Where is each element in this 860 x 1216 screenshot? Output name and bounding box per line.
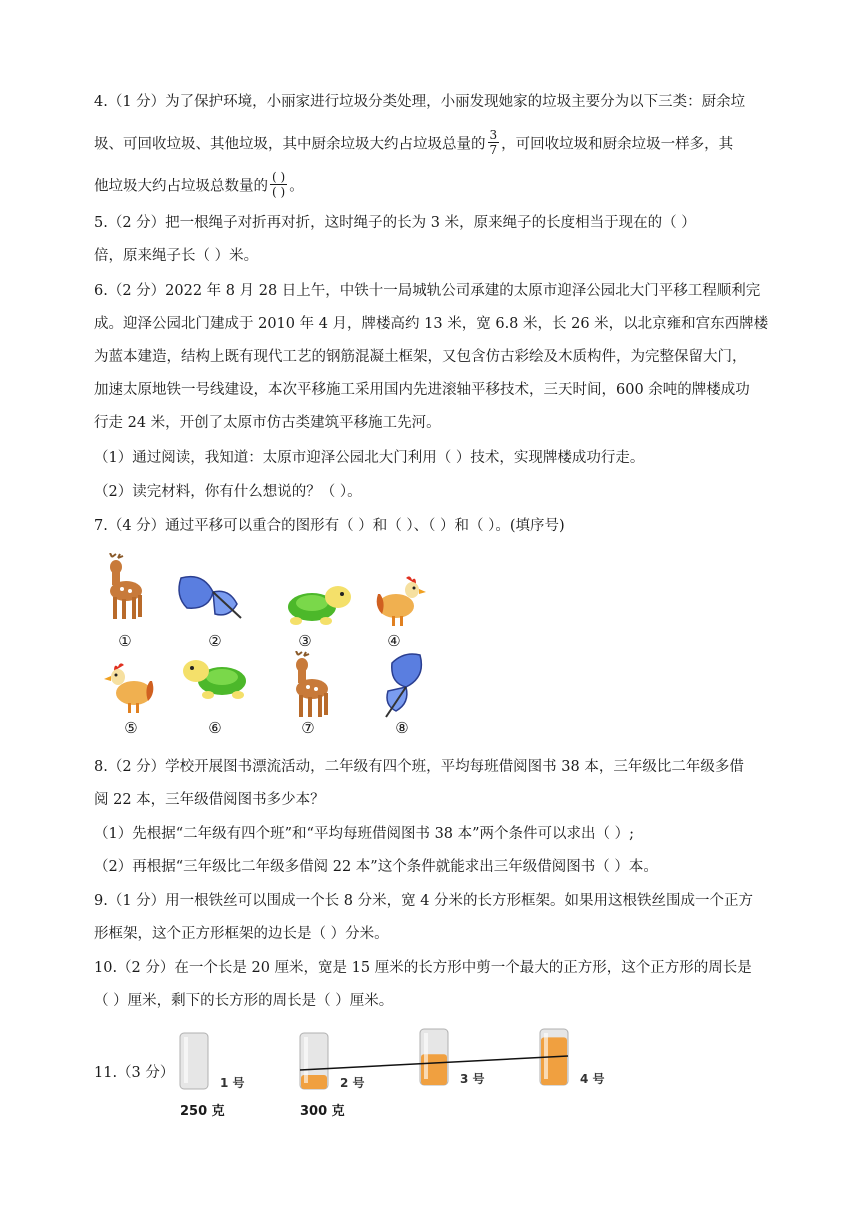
rooster-icon [372, 574, 428, 630]
q6-line4: 加速太原地铁一号线建设，本次平移施工采用国内先进滚轴平移技术，三天时间，600 余吨的牌楼成功 [94, 382, 750, 398]
q8-sub2: （2）再根据“三年级比二年级多借阅 22 本”这个条件就能求出三年级借阅图书（ ）本。 [94, 859, 658, 875]
cup-1 [180, 1033, 245, 1090]
cup-2 [300, 1033, 365, 1090]
cup-1-label: 1 号 [220, 1076, 245, 1090]
q6-line2: 成。迎泽公园北门建成于 2010 年 4 月，牌楼高约 13 米，宽 6.8 米，长 26 米，以北京雍和宫东西牌楼 [94, 316, 769, 332]
picture-label-6: ⑥ [208, 719, 222, 737]
q11-prefix: 11.（3 分） [94, 1065, 175, 1081]
cup-4-label: 4 号 [580, 1072, 605, 1086]
picture-label-2: ② [208, 632, 222, 650]
q6-line5: 行走 24 米，开创了太原市仿古类建筑平移施工先河。 [94, 415, 441, 431]
q7-line1: 7.（4 分）通过平移可以重合的图形有（ ）和（ ）、（ ）和（ ）。(填序号) [94, 518, 565, 534]
turtle-icon [180, 655, 252, 701]
q10-line2: （ ）厘米，剩下的长方形的周长是（ ）厘米。 [94, 993, 394, 1009]
cup-1-weight: 250 克 [180, 1104, 225, 1119]
cup-3 [420, 1029, 485, 1086]
turtle-icon [282, 581, 354, 627]
picture-label-8: ⑧ [395, 719, 409, 737]
q4-line1: 4.（1 分）为了保护环境，小丽家进行垃圾分类处理，小丽发现她家的垃圾主要分为以下三类：厨余垃 [94, 94, 746, 110]
q6-line1: 6.（2 分）2022 年 8 月 28 日上午，中铁十一局城轨公司承建的太原市迎泽公园北大门平移工程顺利完 [94, 283, 761, 299]
q4-line3: 他垃圾大约占垃圾总数量的 $\frac{( )}{( )}$ 。 [94, 170, 304, 199]
q5-line1: 5.（2 分）把一根绳子对折再对折，这时绳子的长为 3 米，原来绳子的长度相当于现在的（ ） [94, 215, 696, 231]
q10-line1: 10.（2 分）在一个长是 20 厘米，宽是 15 厘米的长方形中剪一个最大的正方形，这个正方形的周长是 [94, 960, 752, 976]
picture-label-5: ⑤ [124, 719, 138, 737]
q8-line2: 阅 22 本，三年级借阅图书多少本？ [94, 792, 325, 808]
q8-sub1: （1）先根据“二年级有四个班”和“平均每班借阅图书 38 本”两个条件可以求出（ ）; [94, 826, 635, 842]
q6-sub2: （2）读完材料，你有什么想说的？（ ）。 [94, 484, 362, 500]
q5-line2: 倍，原来绳子长（ ）米。 [94, 248, 259, 264]
cup-3-label: 3 号 [460, 1072, 485, 1086]
picture-label-4: ④ [387, 632, 401, 650]
picture-label-3: ③ [298, 632, 312, 650]
q4-line2: 圾、可回收垃圾、其他垃圾，其中厨余垃圾大约占垃圾总量的 $\frac{3}{7}$ ，可回收垃圾和厨余垃圾一样多，其 [94, 128, 734, 157]
q9-line1: 9.（1 分）用一根铁丝可以围成一个长 8 分米，宽 4 分米的长方形框架。如果用这根铁丝围成一个正方 [94, 893, 754, 909]
picture-label-1: ① [118, 632, 132, 650]
picture-label-7: ⑦ [301, 719, 315, 737]
fraction-3-7: $\frac{3}{7}$ [489, 128, 498, 157]
deer-icon [98, 553, 150, 623]
q6-line3: 为蓝本建造，结构上既有现代工艺的钢筋混凝土框架，又包含仿古彩绘及木质构件，为完整保留大门， [94, 349, 747, 365]
cup-2-weight: 300 克 [300, 1104, 345, 1119]
butterfly-icon [173, 570, 245, 622]
fraction-blank[interactable]: $\frac{( )}{( )}$ [272, 170, 286, 199]
deer-icon [284, 651, 336, 721]
q8-line1: 8.（2 分）学校开展图书漂流活动，二年级有四个班，平均每班借阅图书 38 本，三年级比二年级多借 [94, 759, 744, 775]
q9-line2: 形框架，这个正方形框架的边长是（ ）分米。 [94, 926, 389, 942]
cup-2-label: 2 号 [340, 1076, 365, 1090]
rooster-icon [102, 660, 158, 718]
butterfly-icon [380, 651, 430, 721]
q6-sub1: （1）通过阅读，我知道：太原市迎泽公园北大门利用（ ）技术，实现牌楼成功行走。 [94, 450, 645, 466]
cups-diagram [170, 1025, 610, 1125]
